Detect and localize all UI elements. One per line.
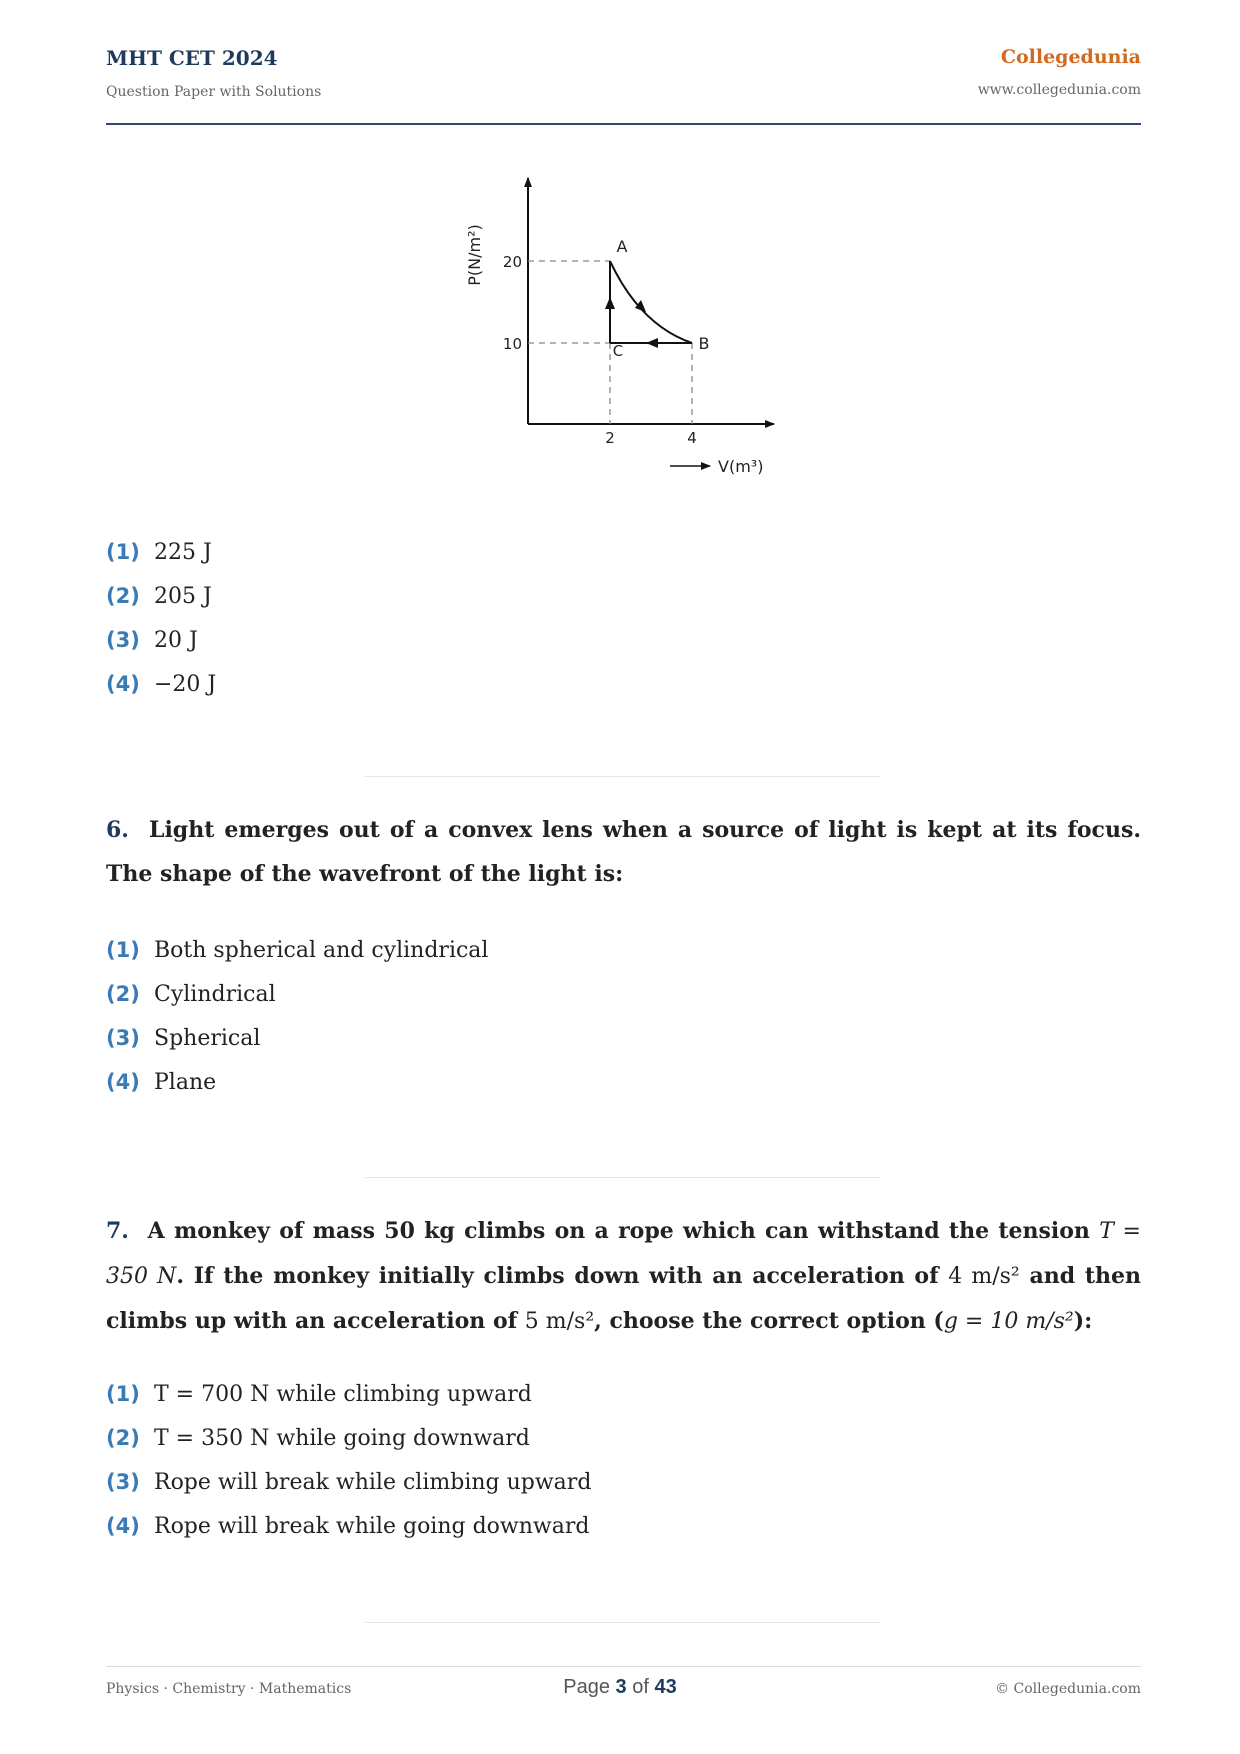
option-number: (3) bbox=[106, 628, 140, 652]
x-axis-label: V(m³) bbox=[718, 457, 764, 476]
q6-options bbox=[106, 928, 488, 1104]
gravity-expression: g = 10 m/s² bbox=[943, 1309, 1074, 1334]
header-left bbox=[106, 46, 321, 100]
option-text: Cylindrical bbox=[154, 982, 276, 1007]
question-text: . If the monkey initially climbs down with an acceleration of bbox=[176, 1263, 949, 1289]
question-separator bbox=[365, 776, 880, 777]
option[interactable] bbox=[106, 574, 216, 618]
tension-expression: T = 350 N bbox=[106, 1219, 1141, 1289]
option[interactable] bbox=[106, 530, 216, 574]
curve-arrow bbox=[635, 300, 646, 312]
point-a-label: A bbox=[616, 237, 628, 256]
question-7 bbox=[106, 1209, 1141, 1344]
question-6 bbox=[106, 808, 1141, 896]
option-number: (2) bbox=[106, 982, 140, 1006]
descent-acceleration: 4 m/s² bbox=[948, 1264, 1020, 1289]
option-text: T = 700 N while climbing upward bbox=[154, 1382, 532, 1407]
page-separator: of bbox=[626, 1676, 655, 1698]
question-text: and then climbs up with an acceleration of bbox=[106, 1263, 1141, 1334]
header-right bbox=[978, 46, 1141, 98]
footer-copyright: © Collegedunia.com bbox=[995, 1681, 1141, 1697]
point-b-label: B bbox=[698, 334, 710, 353]
option-text: Rope will break while climbing upward bbox=[154, 1470, 592, 1495]
question-text: ): bbox=[1073, 1308, 1093, 1334]
header-divider bbox=[106, 123, 1141, 125]
y-tick-10: 10 bbox=[502, 335, 522, 353]
page-total: 43 bbox=[654, 1676, 677, 1698]
point-c-label: C bbox=[612, 342, 624, 360]
option-text: Spherical bbox=[154, 1026, 261, 1051]
x-tick-2: 2 bbox=[605, 429, 615, 447]
footer-divider bbox=[106, 1666, 1141, 1667]
option[interactable] bbox=[106, 972, 488, 1016]
option[interactable] bbox=[106, 1016, 488, 1060]
q5-options bbox=[106, 530, 216, 706]
option-text: T = 350 N while going downward bbox=[154, 1426, 530, 1451]
exam-title: MHT CET 2024 bbox=[106, 46, 278, 70]
option[interactable] bbox=[106, 1372, 591, 1416]
brand-name: Collegedunia bbox=[1000, 46, 1141, 68]
x-tick-4: 4 bbox=[687, 429, 697, 447]
option-number: (4) bbox=[106, 1070, 140, 1094]
page-prefix: Page bbox=[563, 1676, 616, 1698]
option[interactable] bbox=[106, 928, 488, 972]
option-text: Plane bbox=[154, 1070, 217, 1095]
option-number: (2) bbox=[106, 1426, 140, 1450]
option[interactable] bbox=[106, 662, 216, 706]
option-text: Both spherical and cylindrical bbox=[154, 938, 489, 963]
option[interactable] bbox=[106, 1504, 591, 1548]
option[interactable] bbox=[106, 618, 216, 662]
question-text: A monkey of mass 50 kg climbs on a rope which can withstand the tension bbox=[147, 1218, 1100, 1244]
option-text: −20 J bbox=[154, 672, 217, 697]
option-number: (1) bbox=[106, 540, 140, 564]
q7-options bbox=[106, 1372, 591, 1548]
question-number: 6. bbox=[106, 817, 129, 843]
website-url: www.collegedunia.com bbox=[977, 82, 1141, 98]
question-text: Light emerges out of a convex lens when a source of light is kept at its focus. The shape of the wavefront of the light is: bbox=[106, 817, 1141, 887]
option-text: 225 J bbox=[154, 540, 212, 565]
option-number: (3) bbox=[106, 1470, 140, 1494]
ascent-acceleration: 5 m/s² bbox=[524, 1309, 595, 1334]
page-indicator bbox=[480, 1676, 760, 1699]
option[interactable] bbox=[106, 1460, 591, 1504]
question-text: , choose the correct option ( bbox=[594, 1308, 944, 1334]
footer-subjects: Physics · Chemistry · Mathematics bbox=[106, 1681, 352, 1697]
question-separator bbox=[365, 1622, 880, 1623]
y-tick-20: 20 bbox=[502, 253, 522, 271]
bc-arrow bbox=[646, 338, 658, 348]
option[interactable] bbox=[106, 1060, 488, 1104]
page-current: 3 bbox=[615, 1676, 627, 1698]
option-number: (4) bbox=[106, 672, 140, 696]
pv-diagram bbox=[460, 170, 790, 490]
question-separator bbox=[365, 1177, 880, 1178]
option-text: Rope will break while going downward bbox=[154, 1514, 590, 1539]
option-number: (4) bbox=[106, 1514, 140, 1538]
option-text: 205 J bbox=[154, 584, 212, 609]
curve-a-to-b bbox=[610, 261, 692, 343]
option-number: (3) bbox=[106, 1026, 140, 1050]
y-axis-label: P(N/m²) bbox=[465, 224, 484, 286]
exam-subtitle: Question Paper with Solutions bbox=[106, 84, 322, 100]
option-text: 20 J bbox=[154, 628, 198, 653]
option-number: (2) bbox=[106, 584, 140, 608]
option-number: (1) bbox=[106, 938, 140, 962]
option[interactable] bbox=[106, 1416, 591, 1460]
ca-arrow bbox=[605, 297, 615, 309]
option-number: (1) bbox=[106, 1382, 140, 1406]
question-number: 7. bbox=[106, 1218, 129, 1244]
